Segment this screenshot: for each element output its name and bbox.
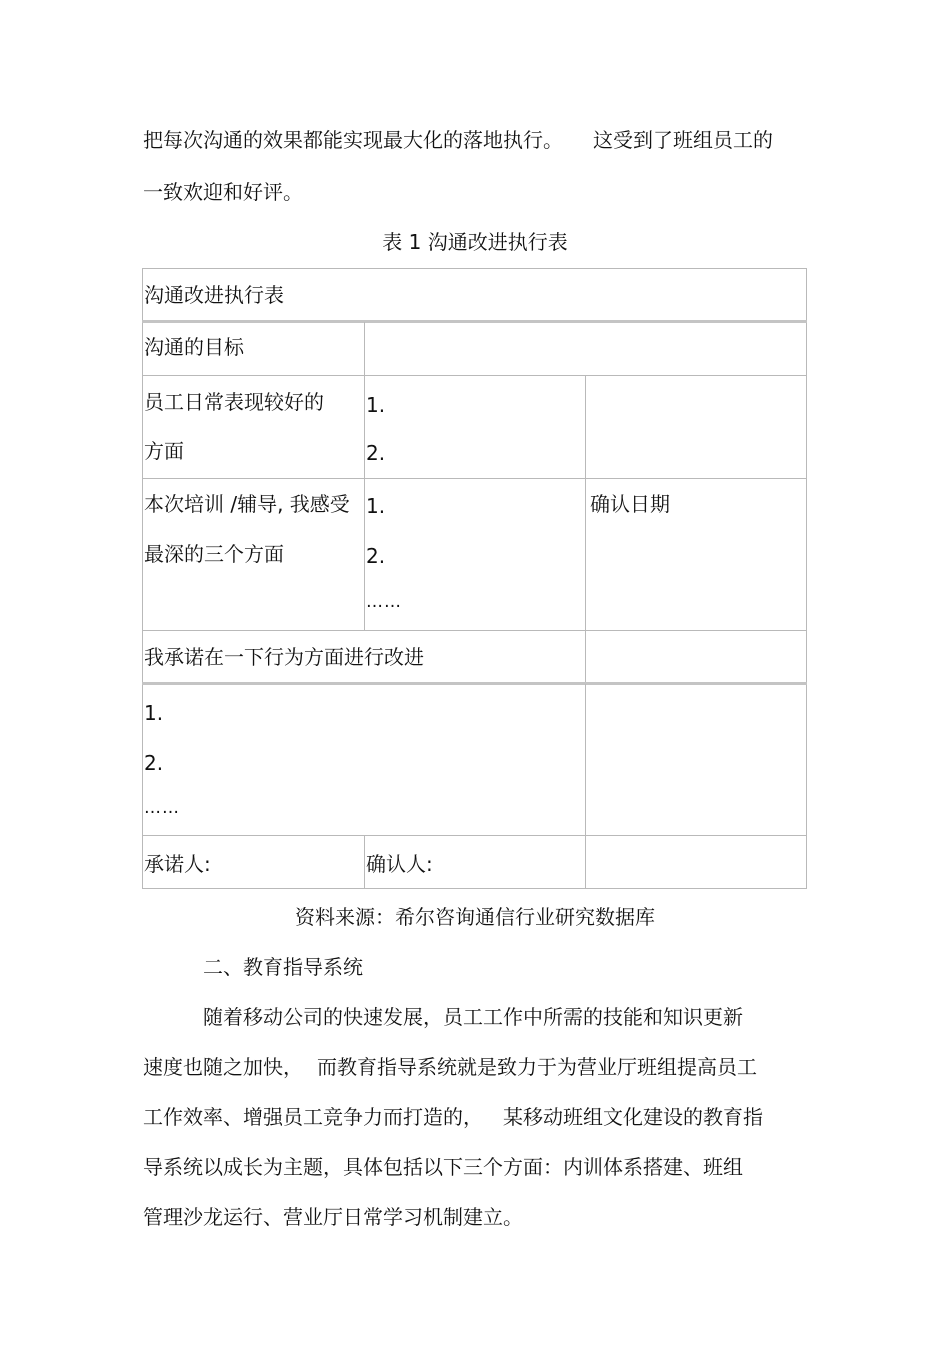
confirm-date-label: 确认日期 [590,492,670,516]
table-caption: 表 1 沟通改进执行表 [382,230,568,254]
intro-line-1-part-b: 这受到了班组员工的 [593,128,773,152]
commitment-item: 1. [144,701,164,725]
training-label-line-1: 本次培训 /辅导, 我感受 [144,492,350,516]
intro-line-1-part-a: 把每次沟通的效果都能实现最大化的落地执行。 [143,128,563,152]
good-aspects-label-line-2: 方面 [144,439,184,463]
section-heading: 二、教育指导系统 [203,955,363,979]
training-item-ellipsis: …… [366,592,402,612]
communication-improvement-table [142,268,807,889]
promiser-label: 承诺人: [144,852,211,876]
intro-line-2: 一致欢迎和好评。 [143,180,303,204]
body-line-2 [143,1055,757,1079]
training-item: 2. [366,544,386,568]
good-aspects-label-line-1: 员工日常表现较好的 [144,390,324,414]
good-aspect-item: 2. [366,441,386,465]
confirmer-label: 确认人: [366,852,433,876]
body-line-3 [143,1105,763,1129]
body-line-2-part-b: 而教育指导系统就是致力于为营业厅班组提高员工 [317,1055,757,1079]
body-line-4: 导系统以成长为主题，具体包括以下三个方面：内训体系搭建、班组 [143,1155,743,1179]
commitment-item: 2. [144,751,164,775]
intro-line-1 [143,128,773,152]
good-aspect-item: 1. [366,393,386,417]
body-line-2-part-a: 速度也随之加快， [143,1055,303,1079]
body-line-5: 管理沙龙运行、营业厅日常学习机制建立。 [143,1205,523,1229]
body-line-1: 随着移动公司的快速发展，员工工作中所需的技能和知识更新 [203,1005,743,1029]
goal-label: 沟通的目标 [144,335,244,359]
training-label-line-2: 最深的三个方面 [144,542,284,566]
body-line-3-part-b: 某移动班组文化建设的教育指 [503,1105,763,1129]
commitment-item-ellipsis: …… [144,798,180,818]
table-source: 资料来源：希尔咨询通信行业研究数据库 [295,905,655,929]
commitment-label: 我承诺在一下行为方面进行改进 [144,645,424,669]
body-line-3-part-a: 工作效率、增强员工竞争力而打造的， [143,1105,483,1129]
training-item: 1. [366,494,386,518]
table-title: 沟通改进执行表 [144,283,284,307]
